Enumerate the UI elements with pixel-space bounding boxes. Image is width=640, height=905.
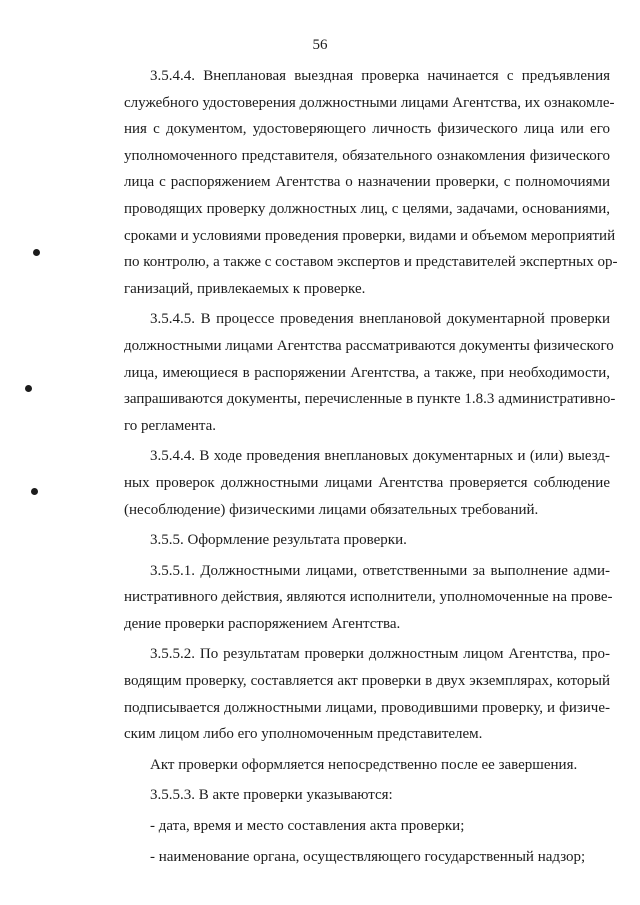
text-line: - дата, время и место составления акта проверки; <box>150 818 465 835</box>
text-line: 3.5.5.2. По результатам проверки должностным лицом Агентства, про- <box>150 646 610 663</box>
text-line: лица, имеющиеся в распоряжении Агентства, а также, при необходимости, <box>124 364 610 381</box>
paragraph <box>124 813 610 840</box>
text-line: служебного удостоверения должностными лицами Агентства, их ознакомле- <box>124 94 615 111</box>
paragraph <box>124 63 618 302</box>
text-line: сроками и условиями проведения проверки, видами и объемом мероприятий <box>124 227 616 244</box>
text-line: запрашиваются документы, перечисленные в пункте 1.8.3 административно- <box>124 391 616 408</box>
text-line: 3.5.4.5. В процессе проведения внеплановой документарной проверки <box>150 311 610 328</box>
paragraph <box>124 306 616 439</box>
text-line: по контролю, а также с составом экспертов и представителей экспертных ор- <box>124 254 618 271</box>
text-line: дение проверки распоряжением Агентства. <box>124 615 401 632</box>
text-line: подписывается должностными лицами, проводившими проверку, и физиче- <box>124 699 610 716</box>
text-line: лица с распоряжением Агентства о назначении проверки, с полномочиями <box>124 174 610 191</box>
text-line: уполномоченного представителя, обязательного ознакомления физического <box>124 147 610 164</box>
text-line: нистративного действия, являются исполнители, уполномоченные на прове- <box>124 589 613 606</box>
margin-punch-mark <box>31 488 38 495</box>
text-line: 3.5.5. Оформление результата проверки. <box>150 532 407 549</box>
text-line: Акт проверки оформляется непосредственно после ее завершения. <box>150 756 578 773</box>
page-number: 56 <box>312 37 328 53</box>
paragraph <box>124 527 610 554</box>
paragraph <box>124 558 613 638</box>
text-line: водящим проверку, составляется акт проверки в двух экземплярах, который <box>124 673 610 690</box>
document-body <box>124 63 618 870</box>
paragraph <box>124 782 610 809</box>
text-line: 3.5.5.3. В акте проверки указываются: <box>150 787 393 804</box>
paragraph <box>124 752 610 779</box>
margin-punch-mark <box>33 249 40 256</box>
paragraph <box>124 443 610 523</box>
text-line: ганизаций, привлекаемых к проверке. <box>124 280 366 297</box>
text-line: 3.5.4.4. Внеплановая выездная проверка начинается с предъявления <box>150 68 610 84</box>
margin-punch-mark <box>25 385 32 392</box>
text-line: ных проверок должностными лицами Агентства проверяется соблюдение <box>124 474 610 491</box>
paragraph <box>124 844 610 871</box>
text-line: го регламента. <box>124 417 217 434</box>
paragraph <box>124 641 610 747</box>
text-line: ским лицом либо его уполномоченным представителем. <box>124 726 483 743</box>
text-line: 3.5.4.4. В ходе проведения внеплановых документарных и (или) выезд- <box>150 448 610 465</box>
text-line: ния с документом, удостоверяющего личность физического лица или его <box>124 121 610 138</box>
text-line: (несоблюдение) физическими лицами обязательных требований. <box>124 501 539 518</box>
text-line: - наименование органа, осуществляющего государственный надзор; <box>150 848 586 865</box>
text-line: должностными лицами Агентства рассматриваются документы физического <box>124 337 614 354</box>
text-line: 3.5.5.1. Должностными лицами, ответственными за выполнение адми- <box>150 562 610 579</box>
text-line: проводящих проверку должностных лиц, с целями, задачами, основаниями, <box>124 200 610 217</box>
